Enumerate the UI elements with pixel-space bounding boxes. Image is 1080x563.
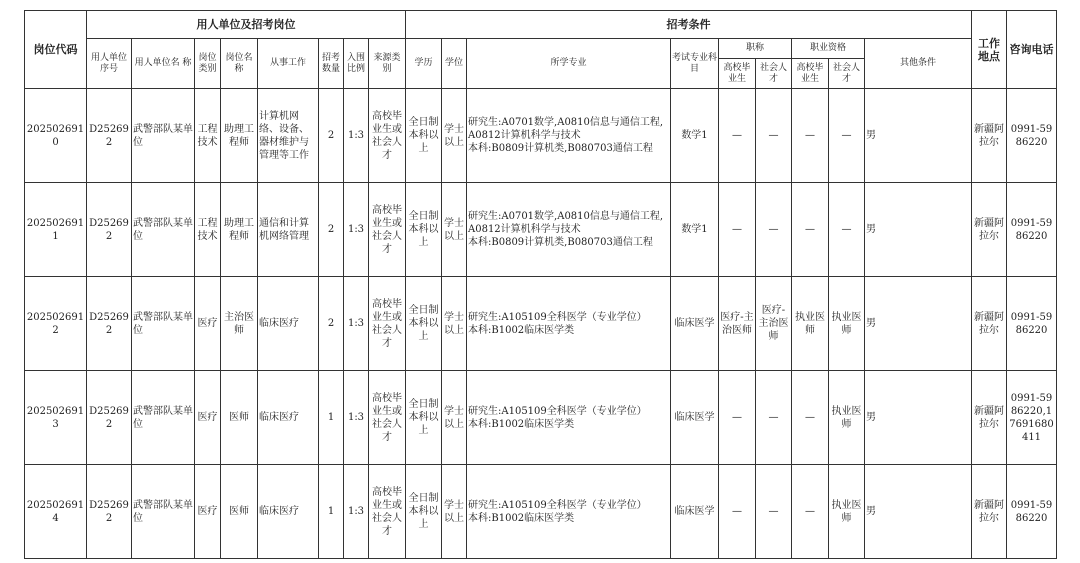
cell-phone: 0991-5986220 <box>1007 183 1057 277</box>
cell-other: 男 <box>865 89 972 183</box>
cell-unit: 武警部队某单位 <box>132 183 195 277</box>
header-degree: 学位 <box>442 39 467 89</box>
header-other: 其他条件 <box>865 39 972 89</box>
cell-type: 医疗 <box>195 277 221 371</box>
cell-place: 新疆阿拉尔 <box>972 89 1007 183</box>
cell-other: 男 <box>865 277 972 371</box>
cell-t2: — <box>756 183 792 277</box>
header-unit-group: 用人单位及招考岗位 <box>87 11 406 39</box>
header-post-type: 岗位类别 <box>195 39 221 89</box>
cell-source: 高校毕业生或社会人才 <box>369 371 406 465</box>
cell-degree: 学士以上 <box>442 465 467 559</box>
header-title-social: 社会人才 <box>756 59 792 89</box>
header-title-grad: 高校毕业生 <box>719 59 756 89</box>
cell-unit-no: D252692 <box>87 371 132 465</box>
cell-count: 2 <box>319 277 344 371</box>
table-row <box>25 89 1057 183</box>
recruitment-table <box>24 10 1057 559</box>
cell-q2: 执业医师 <box>829 465 865 559</box>
table-row <box>25 465 1057 559</box>
header-work-place: 工作地点 <box>972 11 1007 89</box>
cell-t2: — <box>756 89 792 183</box>
cell-work: 临床医疗 <box>258 277 319 371</box>
cell-unit: 武警部队某单位 <box>132 89 195 183</box>
cell-phone: 0991-5986220,17691680411 <box>1007 371 1057 465</box>
table-row <box>25 371 1057 465</box>
cell-type: 医疗 <box>195 465 221 559</box>
cell-ratio: 1:3 <box>344 465 369 559</box>
cell-edu: 全日制本科以上 <box>406 371 442 465</box>
cell-count: 1 <box>319 465 344 559</box>
header-major: 所学专业 <box>467 39 671 89</box>
cell-place: 新疆阿拉尔 <box>972 465 1007 559</box>
cell-code: 2025026911 <box>25 183 87 277</box>
cell-place: 新疆阿拉尔 <box>972 183 1007 277</box>
cell-source: 高校毕业生或社会人才 <box>369 277 406 371</box>
cell-t2: — <box>756 465 792 559</box>
cell-post: 医师 <box>221 465 258 559</box>
cell-type: 工程技术 <box>195 183 221 277</box>
cell-t1: — <box>719 183 756 277</box>
cell-work: 临床医疗 <box>258 465 319 559</box>
cell-count: 1 <box>319 371 344 465</box>
cell-t1: — <box>719 465 756 559</box>
header-source: 来源类别 <box>369 39 406 89</box>
cell-unit-no: D252692 <box>87 277 132 371</box>
cell-exam: 数学1 <box>671 89 719 183</box>
cell-phone: 0991-5986220 <box>1007 89 1057 183</box>
cell-t1: 医疗-主治医师 <box>719 277 756 371</box>
table-row <box>25 183 1057 277</box>
cell-code: 2025026910 <box>25 89 87 183</box>
header-post-code: 岗位代码 <box>25 11 87 89</box>
cell-post: 医师 <box>221 371 258 465</box>
cell-post: 主治医师 <box>221 277 258 371</box>
cell-phone: 0991-5986220 <box>1007 277 1057 371</box>
cell-ratio: 1:3 <box>344 183 369 277</box>
cell-place: 新疆阿拉尔 <box>972 371 1007 465</box>
cell-work: 计算机网络、设备、器材维护与管理等工作 <box>258 89 319 183</box>
cell-unit-no: D252692 <box>87 465 132 559</box>
header-qual: 职业资格 <box>792 39 865 59</box>
header-title: 职称 <box>719 39 792 59</box>
cell-q2: — <box>829 183 865 277</box>
cell-major: 研究生:A105109全科医学（专业学位） 本科:B1002临床医学类 <box>467 277 671 371</box>
cell-degree: 学士以上 <box>442 277 467 371</box>
table-row <box>25 277 1057 371</box>
header-phone: 咨询电话 <box>1007 11 1057 89</box>
header-exam: 考试专业科 目 <box>671 39 719 89</box>
header-unit-no: 用人单位序号 <box>87 39 132 89</box>
header-count: 招考数量 <box>319 39 344 89</box>
cell-work: 临床医疗 <box>258 371 319 465</box>
cell-type: 医疗 <box>195 371 221 465</box>
cell-major: 研究生:A0701数学,A0810信息与通信工程,A0812计算机科学与技术 本科:B0809计算机类,B080703通信工程 <box>467 89 671 183</box>
cell-ratio: 1:3 <box>344 277 369 371</box>
cell-exam: 临床医学 <box>671 277 719 371</box>
cell-major: 研究生:A105109全科医学（专业学位） 本科:B1002临床医学类 <box>467 371 671 465</box>
cell-edu: 全日制本科以上 <box>406 465 442 559</box>
cell-major: 研究生:A0701数学,A0810信息与通信工程,A0812计算机科学与技术 本科:B0809计算机类,B080703通信工程 <box>467 183 671 277</box>
cell-unit: 武警部队某单位 <box>132 277 195 371</box>
cell-t1: — <box>719 371 756 465</box>
cell-edu: 全日制本科以上 <box>406 183 442 277</box>
cell-unit-no: D252692 <box>87 89 132 183</box>
cell-place: 新疆阿拉尔 <box>972 277 1007 371</box>
cell-degree: 学士以上 <box>442 89 467 183</box>
cell-source: 高校毕业生或社会人才 <box>369 183 406 277</box>
cell-phone: 0991-5986220 <box>1007 465 1057 559</box>
cell-degree: 学士以上 <box>442 371 467 465</box>
cell-t2: 医疗-主治医师 <box>756 277 792 371</box>
cell-post: 助理工程师 <box>221 89 258 183</box>
header-post-name: 岗位名称 <box>221 39 258 89</box>
cell-exam: 数学1 <box>671 183 719 277</box>
cell-t2: — <box>756 371 792 465</box>
header-edu: 学历 <box>406 39 442 89</box>
cell-q1: — <box>792 371 829 465</box>
header-work: 从事工作 <box>258 39 319 89</box>
cell-q2: 执业医师 <box>829 277 865 371</box>
cell-q1: — <box>792 465 829 559</box>
cell-exam: 临床医学 <box>671 465 719 559</box>
cell-unit: 武警部队某单位 <box>132 371 195 465</box>
cell-post: 助理工程师 <box>221 183 258 277</box>
cell-unit: 武警部队某单位 <box>132 465 195 559</box>
cell-code: 2025026913 <box>25 371 87 465</box>
cell-source: 高校毕业生或社会人才 <box>369 465 406 559</box>
cell-ratio: 1:3 <box>344 89 369 183</box>
header-conditions-group: 招考条件 <box>406 11 972 39</box>
cell-count: 2 <box>319 183 344 277</box>
cell-q1: 执业医师 <box>792 277 829 371</box>
cell-t1: — <box>719 89 756 183</box>
cell-other: 男 <box>865 465 972 559</box>
cell-q2: 执业医师 <box>829 371 865 465</box>
cell-q1: — <box>792 183 829 277</box>
cell-count: 2 <box>319 89 344 183</box>
cell-code: 2025026912 <box>25 277 87 371</box>
cell-source: 高校毕业生或社会人才 <box>369 89 406 183</box>
cell-ratio: 1:3 <box>344 371 369 465</box>
cell-work: 通信和计算机网络管理 <box>258 183 319 277</box>
cell-edu: 全日制本科以上 <box>406 277 442 371</box>
cell-type: 工程技术 <box>195 89 221 183</box>
header-unit-name: 用人单位名 称 <box>132 39 195 89</box>
cell-q2: — <box>829 89 865 183</box>
cell-other: 男 <box>865 183 972 277</box>
cell-other: 男 <box>865 371 972 465</box>
header-qual-social: 社会人才 <box>829 59 865 89</box>
cell-exam: 临床医学 <box>671 371 719 465</box>
cell-q1: — <box>792 89 829 183</box>
cell-unit-no: D252692 <box>87 183 132 277</box>
cell-degree: 学士以上 <box>442 183 467 277</box>
header-ratio: 入围比例 <box>344 39 369 89</box>
header-qual-grad: 高校毕业生 <box>792 59 829 89</box>
cell-major: 研究生:A105109全科医学（专业学位） 本科:B1002临床医学类 <box>467 465 671 559</box>
cell-code: 2025026914 <box>25 465 87 559</box>
cell-edu: 全日制本科以上 <box>406 89 442 183</box>
